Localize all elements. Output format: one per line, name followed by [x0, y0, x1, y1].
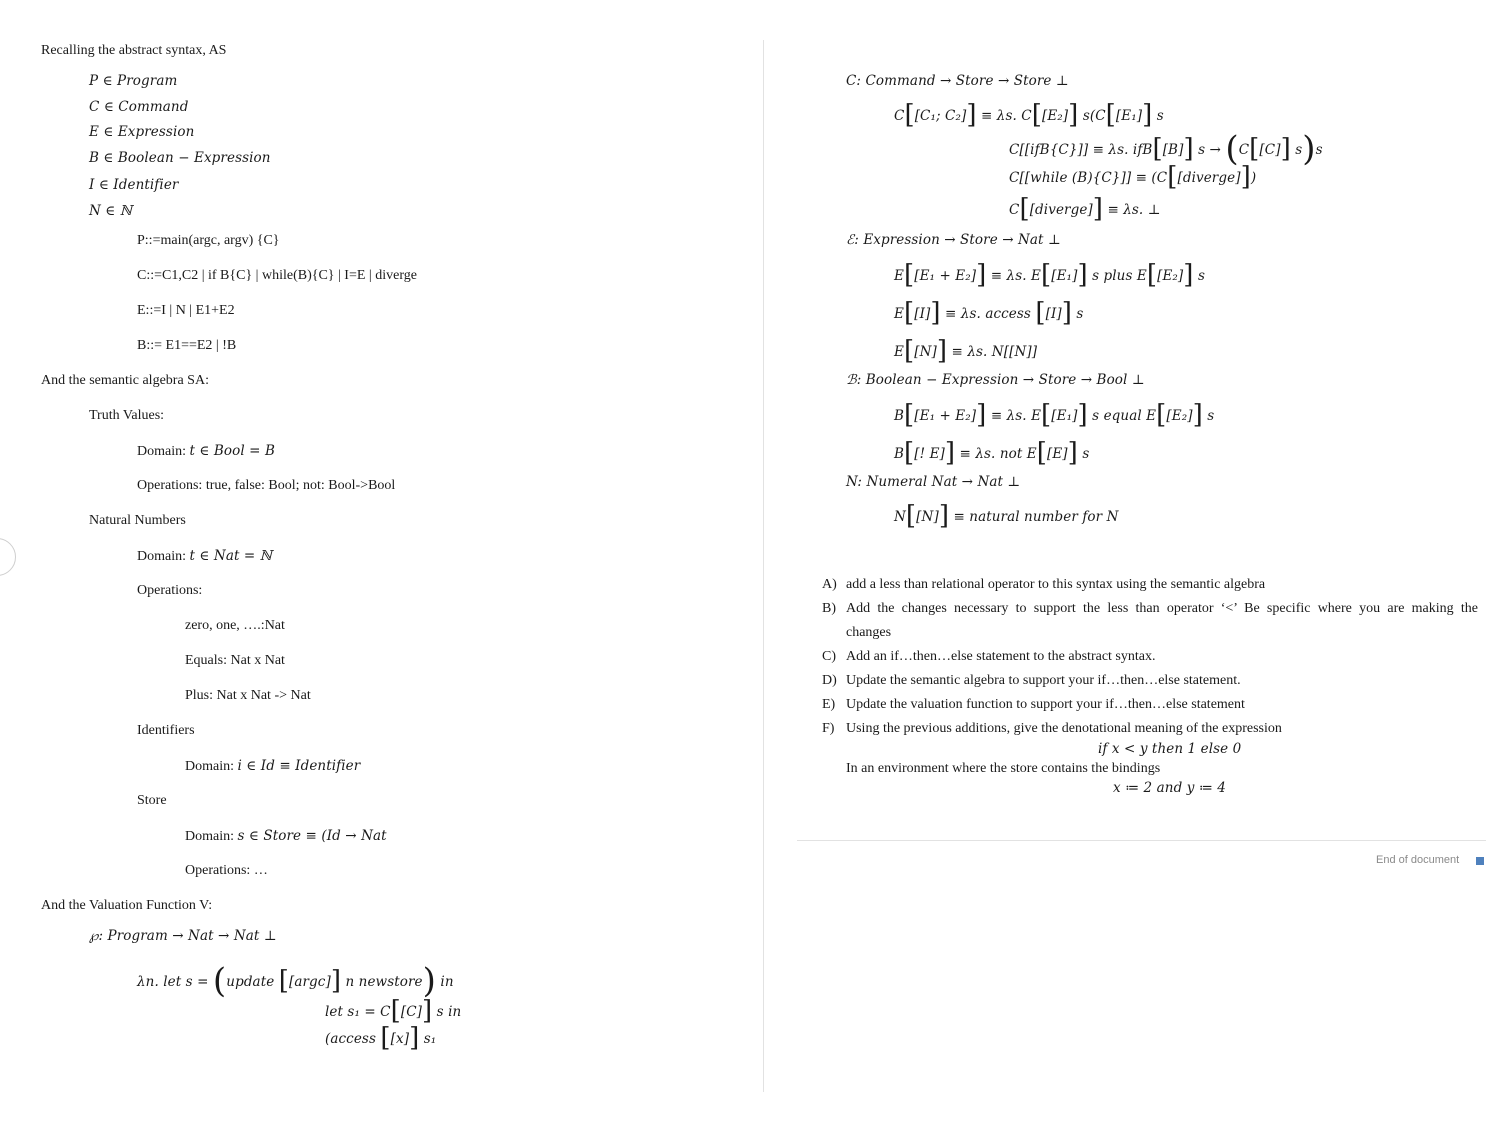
scroll-handle[interactable]	[0, 538, 16, 576]
e-plus-f: [E₂]	[1157, 268, 1184, 284]
question-a-label: A)	[822, 577, 837, 592]
bracket-close: ]	[1183, 134, 1194, 164]
b-not-d: [E]	[1046, 446, 1068, 462]
nn-op-plus: Plus: Nat x Nat -> Nat	[185, 688, 311, 703]
open-paren: (	[212, 961, 227, 1001]
b-eq-a: B	[894, 408, 905, 424]
bracket-close: ]	[1077, 400, 1088, 430]
n-eq-b: [N]	[916, 509, 939, 525]
store-domain-math: s ∈ Store ≡ (Id → Nat	[237, 828, 387, 844]
truth-values-heading: Truth Values:	[89, 408, 165, 423]
c-seq-b: [C₁; C₂]	[914, 108, 967, 124]
bracket-open: [	[1146, 260, 1158, 290]
nn-domain	[137, 547, 272, 566]
e-id-a: E	[894, 306, 904, 322]
bracket-open: [	[903, 260, 915, 290]
c-seq-c: ≡ λs. C	[981, 108, 1032, 124]
nn-domain-label: Domain:	[137, 549, 186, 564]
bracket-open: [	[1019, 194, 1030, 224]
c-seq-e: s(C	[1082, 108, 1106, 124]
nn-op-constants: zero, one, ….:Nat	[185, 618, 285, 633]
c-seq-g: s	[1156, 108, 1164, 124]
c-if-f: s	[1295, 142, 1303, 158]
question-c-label: C)	[822, 649, 836, 664]
p-equation-line2	[325, 996, 462, 1026]
e-plus-d: [E₁]	[1051, 268, 1078, 284]
c-diverge-b: [diverge]	[1029, 202, 1093, 218]
p-signature: ℘: Program → Nat → Nat ⊥	[89, 928, 277, 944]
e-plus-a: E	[894, 268, 904, 284]
bracket-open: [	[1041, 400, 1052, 430]
bracket-open: [	[380, 1023, 391, 1053]
question-e-text: Update the valuation function to support your if…then…else statement	[846, 697, 1245, 712]
bracket-open: [	[1035, 298, 1046, 328]
e-plus-e: s plus E	[1092, 268, 1147, 284]
close-paren: )	[1302, 129, 1316, 169]
nn-domain-math: t ∈ Nat = ℕ	[189, 548, 273, 564]
b-eq-b: [E₁ + E₂]	[914, 408, 977, 424]
bracket-close: ]	[1192, 400, 1203, 430]
p-eq3-access: (access	[325, 1031, 376, 1047]
bracket-open: [	[1031, 100, 1042, 130]
bracket-close: ]	[1068, 100, 1079, 130]
grammar-program: P::=main(argc, argv) {C}	[137, 233, 280, 248]
p-eq2-in: s in	[436, 1004, 462, 1020]
nn-operations: Operations:	[137, 583, 203, 598]
domain-identifier: I ∈ Identifier	[89, 177, 179, 193]
tv-operations: Operations: true, false: Bool; not: Bool->Bool	[137, 478, 396, 493]
bracket-open: [	[905, 501, 917, 531]
e-plus-c: ≡ λs. E	[990, 268, 1041, 284]
bracket-close: ]	[1280, 134, 1291, 164]
bracket-open: [	[1036, 438, 1047, 468]
e-id-equation	[894, 298, 1084, 328]
n-signature: N: Numeral Nat → Nat ⊥	[846, 474, 1021, 490]
bracket-open: [	[1040, 260, 1052, 290]
p-eq1-argc: [argc]	[288, 974, 331, 990]
e-plus-g: s	[1197, 268, 1205, 284]
grammar-expression: E::=I | N | E1+E2	[137, 303, 235, 318]
bracket-close: ]	[1092, 194, 1104, 224]
domain-command: C ∈ Command	[89, 99, 189, 115]
b-not-e: s	[1082, 446, 1090, 462]
store-operations: Operations: …	[185, 863, 268, 878]
question-e-label: E)	[822, 697, 836, 712]
close-paren: )	[422, 961, 437, 1001]
c-while-a: C[[while (B){C}]] ≡ (C	[1009, 170, 1168, 186]
bracket-close: ]	[936, 336, 948, 366]
b-eq-f: [E₂]	[1166, 408, 1193, 424]
b-eq-e: s equal E	[1092, 408, 1157, 424]
e-plus-b: [E₁ + E₂]	[914, 268, 977, 284]
n-eq-a: N	[894, 509, 906, 525]
domain-expression: E ∈ Expression	[89, 124, 195, 140]
b-eq-c: ≡ λs. E	[990, 408, 1042, 424]
bracket-open: [	[904, 438, 915, 468]
e-id-e: s	[1076, 306, 1084, 322]
bindings-math: x ≔ 2 and y ≔ 4	[1113, 780, 1226, 796]
bracket-close: ]	[930, 298, 941, 328]
domain-numeral: N ∈ ℕ	[89, 203, 133, 219]
b-signature: ℬ: Boolean − Expression → Store → Bool ⊥	[846, 372, 1145, 388]
bracket-close: ]	[1067, 438, 1078, 468]
id-domain	[185, 757, 360, 776]
e-signature: ℰ: Expression → Store → Nat ⊥	[846, 232, 1061, 248]
bracket-close: ]	[944, 438, 956, 468]
store-heading: Store	[137, 793, 167, 808]
tv-domain-label: Domain:	[137, 444, 186, 459]
p-eq3-s1: s₁	[423, 1031, 437, 1047]
bracket-open: [	[1167, 162, 1178, 192]
c-diverge-a: C	[1009, 202, 1020, 218]
expression-math: if x < y then 1 else 0	[1098, 741, 1242, 757]
environment-text: In an environment where the store contains the bindings	[846, 761, 1161, 776]
bracket-close: ]	[1077, 260, 1088, 290]
valuation-heading: And the Valuation Function V:	[41, 898, 213, 913]
bracket-close: ]	[330, 966, 342, 996]
bracket-close: ]	[938, 501, 950, 531]
bracket-close: ]	[976, 260, 987, 290]
c-if-a: C[[ifB{C}]] ≡ λs. ifB	[1009, 142, 1153, 158]
question-b-text: Add the changes necessary to support the less than operator ‘<’ Be specific where you are making the	[846, 601, 1478, 616]
b-not-equation	[894, 438, 1090, 468]
bracket-close: ]	[976, 400, 987, 430]
c-seq-equation	[894, 100, 1164, 130]
end-divider	[797, 840, 1486, 841]
bracket-open: [	[1249, 134, 1260, 164]
bracket-close: ]	[1183, 260, 1194, 290]
e-id-d: [I]	[1045, 306, 1062, 322]
p-eq1-newstore: n newstore	[345, 974, 423, 990]
e-plus-equation	[894, 260, 1205, 290]
bracket-close: ]	[422, 996, 433, 1026]
tv-domain	[137, 442, 275, 461]
p-eq1-in: in	[440, 974, 454, 990]
c-if-g: s	[1315, 142, 1323, 158]
b-not-a: B	[894, 446, 905, 462]
c-while-c: )	[1250, 170, 1257, 186]
b-eq-g: s	[1207, 408, 1215, 424]
bracket-open: [	[1156, 400, 1167, 430]
grammar-command: C::=C1,C2 | if B{C} | while(B){C} | I=E | diverge	[137, 268, 417, 283]
question-f-label: F)	[822, 721, 835, 736]
bracket-close: ]	[1061, 298, 1073, 328]
c-while-b: [diverge]	[1177, 170, 1241, 186]
e-num-c: ≡ λs. N[[N]]	[951, 344, 1038, 360]
end-marker-icon	[1476, 857, 1484, 865]
bracket-close: ]	[1142, 100, 1153, 130]
e-num-a: E	[894, 344, 904, 360]
c-if-d: C	[1238, 142, 1250, 158]
c-if-b: [B]	[1162, 142, 1184, 158]
c-seq-a: C	[894, 108, 905, 124]
bracket-open: [	[904, 400, 915, 430]
n-equation	[894, 501, 1119, 531]
nn-op-equals: Equals: Nat x Nat	[185, 653, 285, 668]
e-num-equation	[894, 336, 1038, 366]
bracket-open: [	[1105, 100, 1116, 130]
question-b-label: B)	[822, 601, 836, 616]
syntax-heading: Recalling the abstract syntax, AS	[41, 43, 227, 58]
id-domain-math: i ∈ Id ≡ Identifier	[237, 758, 361, 774]
p-eq2-c: [C]	[400, 1004, 423, 1020]
bracket-close: ]	[1240, 162, 1251, 192]
c-seq-f: [E₁]	[1115, 108, 1143, 124]
question-d-label: D)	[822, 673, 837, 688]
e-num-b: [N]	[914, 344, 937, 360]
question-a-text: add a less than relational operator to this syntax using the semantic algebra	[846, 577, 1266, 592]
question-d-text: Update the semantic algebra to support your if…then…else statement.	[846, 673, 1241, 688]
bracket-open: [	[1152, 134, 1163, 164]
c-if-c: s →	[1198, 142, 1221, 158]
tv-domain-math: t ∈ Bool = B	[189, 443, 276, 459]
page-divider	[763, 40, 764, 1092]
store-domain-label: Domain:	[185, 829, 234, 844]
p-equation-line1	[137, 961, 454, 1001]
b-not-b: [! E]	[914, 446, 945, 462]
bracket-open: [	[278, 966, 289, 996]
c-if-e: [C]	[1259, 142, 1281, 158]
domain-boolean: B ∈ Boolean − Expression	[89, 150, 271, 166]
p-eq3-x: [x]	[390, 1031, 410, 1047]
b-eq-d: [E₁]	[1051, 408, 1078, 424]
p-eq2-let: let s₁ = C	[325, 1004, 391, 1020]
b-not-c: ≡ λs. not E	[959, 446, 1037, 462]
natural-numbers-heading: Natural Numbers	[89, 513, 186, 528]
c-seq-d: [E₂]	[1041, 108, 1069, 124]
question-c-text: Add an if…then…else statement to the abstract syntax.	[846, 649, 1156, 664]
n-eq-c: ≡ natural number for N	[953, 509, 1119, 525]
grammar-boolean: B::= E1==E2 | !B	[137, 338, 237, 353]
domain-program: P ∈ Program	[89, 73, 178, 89]
e-id-c: ≡ λs. access	[945, 306, 1031, 322]
p-eq1-update: update	[226, 974, 275, 990]
c-signature: C: Command → Store → Store ⊥	[846, 73, 1069, 89]
c-diverge-equation	[1009, 194, 1161, 224]
c-if-equation	[1009, 129, 1323, 169]
question-b-cont: changes	[846, 625, 892, 640]
bracket-open: [	[903, 336, 915, 366]
identifiers-heading: Identifiers	[137, 723, 195, 738]
id-domain-label: Domain:	[185, 759, 234, 774]
b-eq-equation	[894, 400, 1215, 430]
store-domain	[185, 827, 387, 846]
end-of-document-label: End of document	[1376, 854, 1460, 866]
c-diverge-c: ≡ λs. ⊥	[1107, 202, 1161, 218]
bracket-open: [	[904, 100, 915, 130]
e-id-b: [I]	[914, 306, 931, 322]
bracket-close: ]	[966, 100, 977, 130]
bracket-close: ]	[409, 1023, 420, 1053]
p-equation-line3	[325, 1023, 437, 1053]
c-while-equation	[1009, 162, 1257, 192]
open-paren: (	[1225, 129, 1239, 169]
bracket-open: [	[903, 298, 915, 328]
semantic-algebra-heading: And the semantic algebra SA:	[41, 373, 209, 388]
question-f-text: Using the previous additions, give the denotational meaning of the expression	[846, 721, 1282, 736]
bracket-open: [	[390, 996, 401, 1026]
p-eq1-let: λn. let s =	[137, 974, 209, 990]
